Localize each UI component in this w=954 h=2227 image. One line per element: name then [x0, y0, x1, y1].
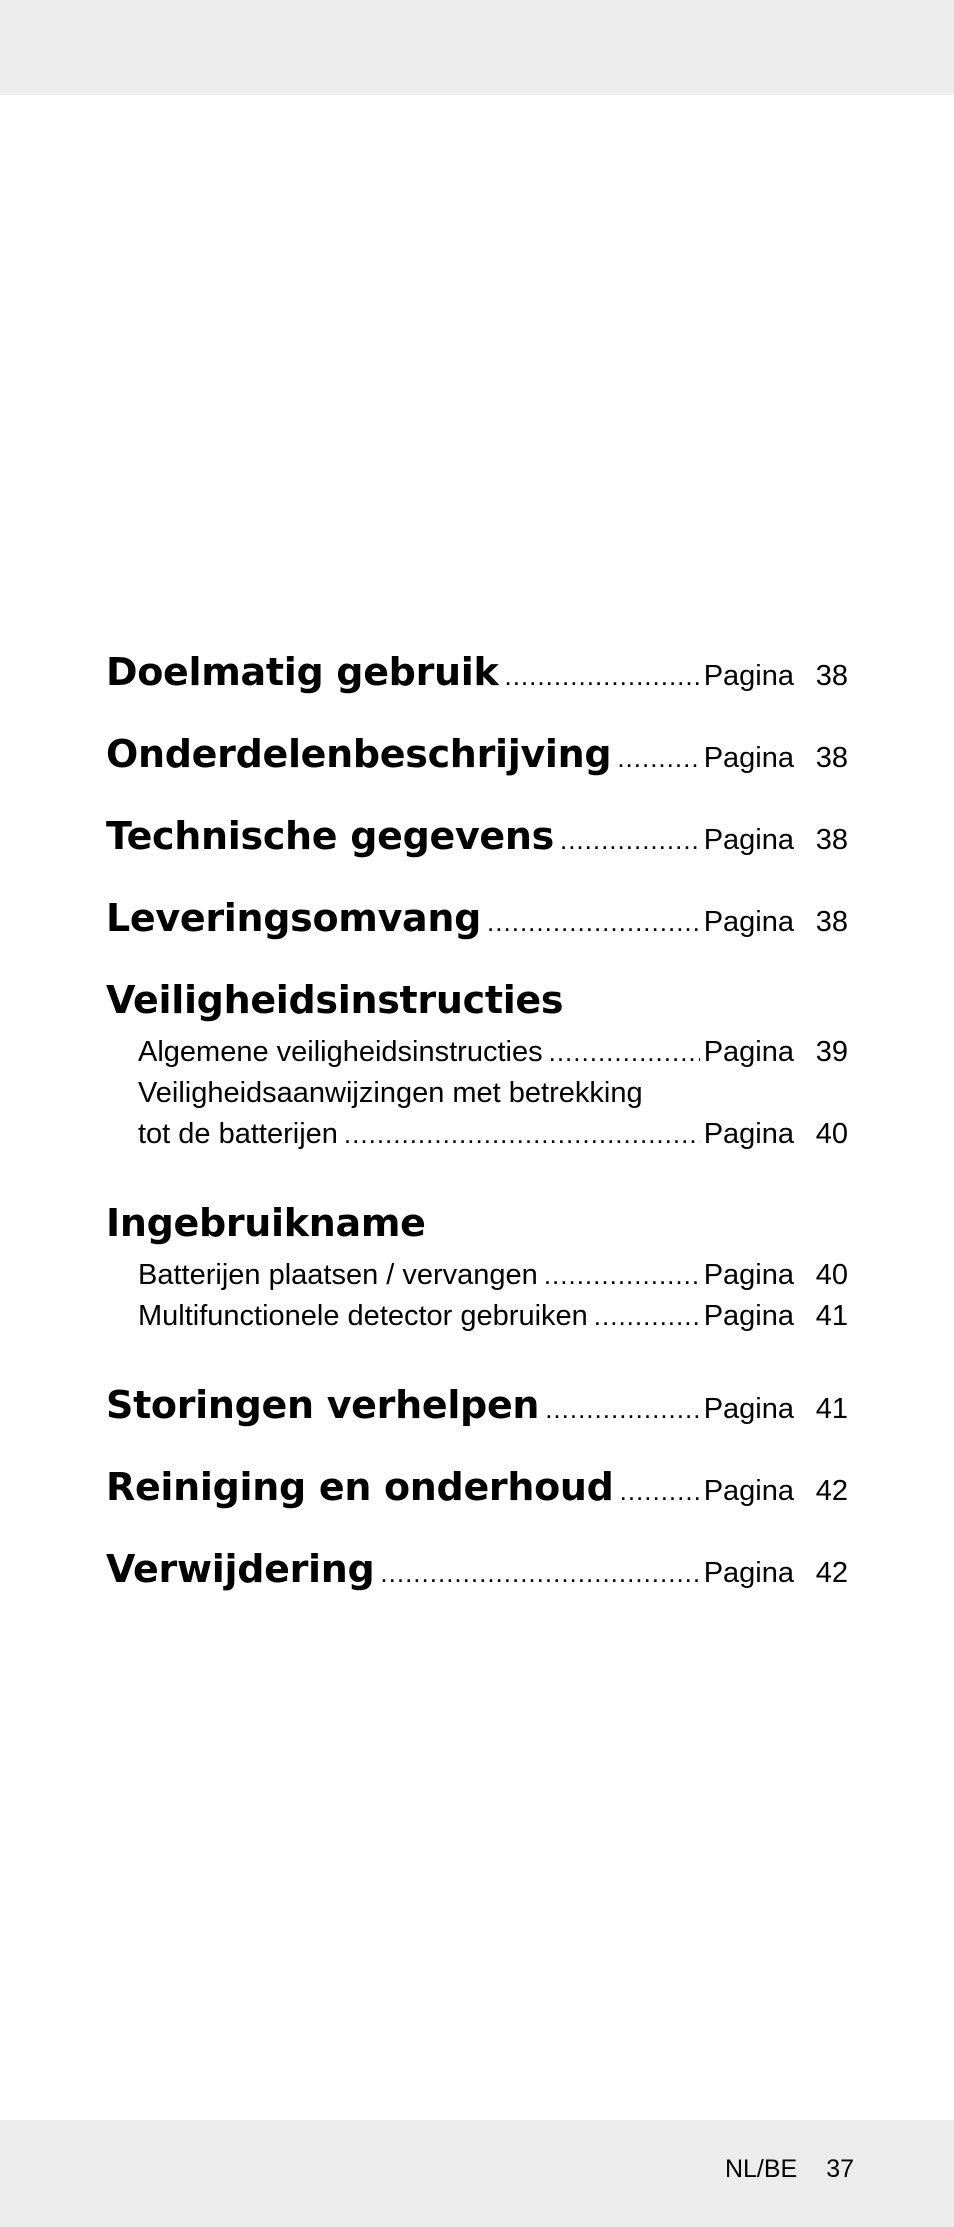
toc-subentry[interactable]: [106, 1259, 848, 1300]
dot-leader: [487, 907, 700, 938]
page-label: Pagina: [703, 1300, 794, 1332]
page-number: 40: [815, 1259, 848, 1291]
dot-leader: [544, 1260, 700, 1291]
page-number: 38: [815, 906, 848, 938]
toc-entry-title: Storingen verhelpen: [106, 1383, 540, 1427]
toc-entry[interactable]: [106, 1383, 848, 1465]
toc-page-ref: [704, 1118, 848, 1151]
page-label: Pagina: [703, 1393, 794, 1425]
toc-page-ref: [704, 1557, 848, 1590]
toc-page-ref: [704, 1036, 848, 1069]
toc-entry[interactable]: [106, 1547, 848, 1629]
toc-subentry[interactable]: [106, 1300, 848, 1341]
toc-page-ref: [704, 1475, 848, 1508]
toc-subentry[interactable]: [106, 1036, 848, 1077]
page-label: Pagina: [703, 824, 794, 856]
table-of-contents: [106, 650, 848, 1629]
language-code: NL/BE: [724, 2155, 798, 2183]
toc-entry-title: Onderdelenbeschrijving: [106, 732, 612, 776]
toc-page-ref: [704, 742, 848, 775]
toc-entry-title: Leveringsomvang: [106, 896, 482, 940]
page-label: Pagina: [703, 1118, 794, 1150]
toc-page-ref: [704, 660, 848, 693]
dot-leader: [560, 825, 700, 856]
toc-entry[interactable]: [106, 650, 848, 732]
toc-page-ref: [704, 906, 848, 939]
top-band: [0, 0, 954, 95]
dot-leader: [545, 1394, 700, 1425]
page-label: Pagina: [703, 1557, 794, 1589]
toc-entry[interactable]: [106, 732, 848, 814]
page-number: 38: [815, 742, 848, 774]
toc-section-heading[interactable]: [106, 1201, 848, 1259]
dot-leader: [594, 1301, 700, 1332]
toc-subentry[interactable]: [106, 1118, 848, 1159]
page-number: 38: [815, 660, 848, 692]
page-label: Pagina: [703, 1036, 794, 1068]
toc-subentry-title: tot de batterijen: [138, 1118, 338, 1150]
toc-section-heading[interactable]: [106, 978, 848, 1036]
dot-leader: [620, 1476, 700, 1507]
toc-entry[interactable]: [106, 896, 848, 978]
toc-entry-title: Veiligheidsinstructies: [106, 978, 564, 1022]
toc-subentry-title-line[interactable]: Veiligheidsaanwijzingen met betrekking: [138, 1077, 643, 1109]
toc-entry-title: Verwijdering: [106, 1547, 375, 1591]
toc-page-ref: [704, 1259, 848, 1292]
page-number: 42: [815, 1475, 848, 1507]
toc-page-ref: [704, 1393, 848, 1426]
toc-entry-title: Ingebruikname: [106, 1201, 426, 1245]
toc-entry-title: Doelmatig gebruik: [106, 650, 499, 694]
toc-subentry-title: Multifunctionele detector gebruiken: [138, 1300, 588, 1332]
toc-entry-title: Reiniging en onderhoud: [106, 1465, 614, 1509]
page-number: 40: [815, 1118, 848, 1150]
page-number: 38: [815, 824, 848, 856]
toc-subentry-title: Batterijen plaatsen / vervangen: [138, 1259, 538, 1291]
dot-leader: [380, 1558, 699, 1589]
page-number: 42: [815, 1557, 848, 1589]
page-number: 39: [815, 1036, 848, 1068]
dot-leader: [549, 1037, 700, 1068]
toc-page-ref: [704, 1300, 848, 1333]
page-number-footer: 37: [826, 2155, 854, 2183]
dot-leader: [344, 1119, 700, 1150]
dot-leader: [504, 661, 699, 692]
page-label: Pagina: [703, 1475, 794, 1507]
toc-page-ref: [704, 824, 848, 857]
dot-leader: [617, 743, 699, 774]
page-number: 41: [815, 1393, 848, 1425]
page-label: Pagina: [703, 1259, 794, 1291]
page-label: Pagina: [703, 660, 794, 692]
page-label: Pagina: [703, 906, 794, 938]
toc-entry[interactable]: [106, 814, 848, 896]
page-footer: [725, 2155, 854, 2184]
page-label: Pagina: [703, 742, 794, 774]
page-number: 41: [815, 1300, 848, 1332]
toc-entry-title: Technische gegevens: [106, 814, 554, 858]
toc-subentry-title: Algemene veiligheidsinstructies: [138, 1036, 543, 1068]
toc-entry[interactable]: [106, 1465, 848, 1547]
